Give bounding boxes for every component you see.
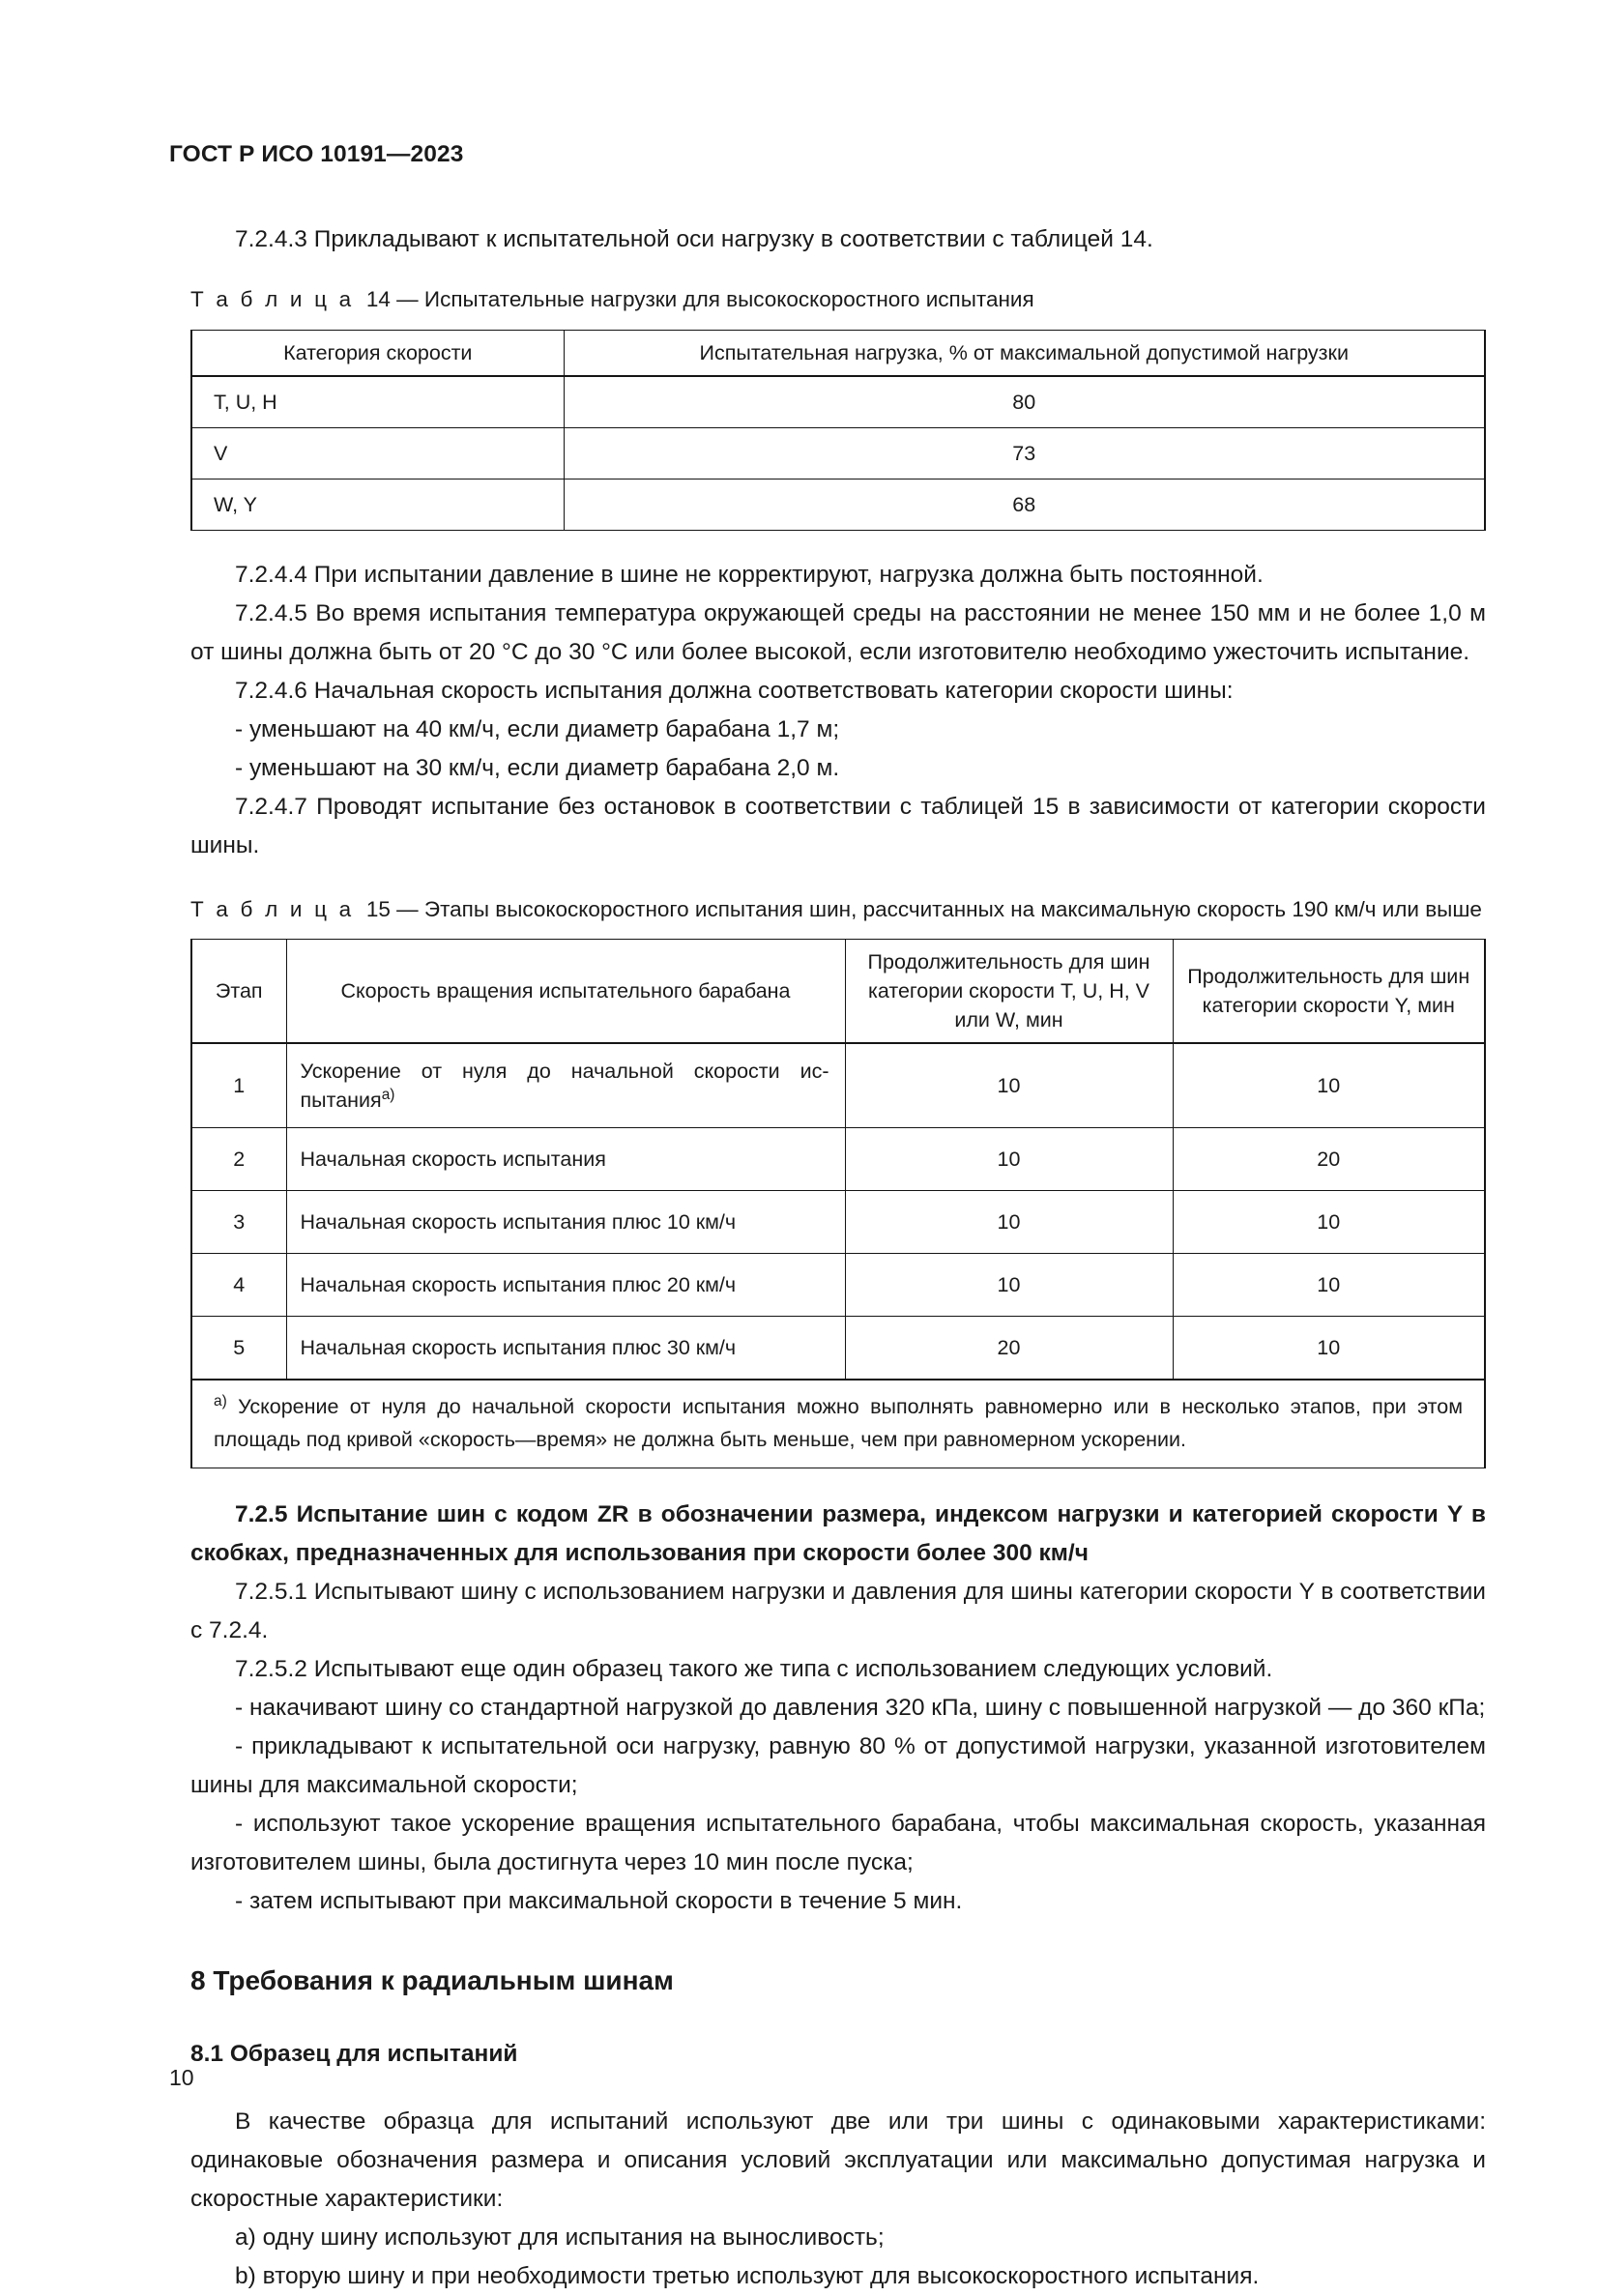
table-row xyxy=(191,1128,1485,1191)
table-15-cell-duration-y: 20 xyxy=(1173,1128,1485,1191)
table-14-header-load: Испытательная нагрузка, % от максимальной допустимой нагрузки xyxy=(564,331,1485,377)
table-14-caption-number: 14 xyxy=(365,287,391,311)
clause-7-2-5-2: 7.2.5.2 Испытывают еще один образец такого же типа с использованием следующих условий. xyxy=(235,1656,1273,1682)
table-14-header-category: Категория скорости xyxy=(191,331,564,377)
table-15-cell-step: 3 xyxy=(191,1191,286,1254)
table-15-cell-speed: Начальная скорость испытания xyxy=(286,1128,845,1191)
table-14 xyxy=(190,330,1486,531)
table-15-cell-step: 1 xyxy=(191,1043,286,1128)
table-14-caption-label: Т а б л и ц а xyxy=(190,287,355,311)
table-14-header-row xyxy=(191,331,1485,377)
table-row xyxy=(191,376,1485,428)
clause-7-2-5-2-dash-2: - прикладывают к испытательной оси нагрузку, равную 80 % от допустимой нагрузки, указанной изготовителем шины для максимальной скорости; xyxy=(190,1733,1486,1798)
table-14-caption-text: — Испытательные нагрузки для высокоскоростного испытания xyxy=(396,287,1034,311)
footnote-marker-a: a) xyxy=(381,1086,395,1103)
section-8-1-body: В качестве образца для испытаний используют две или три шины с одинаковыми характеристиками: одинаковые обозначения размера и описания условий эксплуатации или максимально допустимая нагрузка и скоростные характеристики: xyxy=(190,2108,1486,2212)
clause-7-2-5-2-dash-1: - накачивают шину со стандартной нагрузкой до давления 320 кПа, шину с повышенной нагрузкой — до 360 кПа; xyxy=(235,1695,1486,1721)
table-15-footnote-row xyxy=(191,1380,1485,1468)
clause-7-2-5-1: 7.2.5.1 Испытывают шину с использованием нагрузки и давления для шины категории скорости Y в соответствии с 7.2.4. xyxy=(190,1579,1486,1643)
table-15-cell-duration-thvw: 10 xyxy=(845,1254,1173,1317)
table-row xyxy=(191,480,1485,531)
section-8-1-item-b: b) вторую шину и при необходимости третью используют для высокоскоростного испытания. xyxy=(235,2263,1260,2289)
table-15-cell-speed xyxy=(286,1043,845,1128)
table-15-cell-speed-text: Ускорение от нуля до начальной скорости ис-пытания xyxy=(300,1060,829,1112)
table-15-cell-step: 4 xyxy=(191,1254,286,1317)
table-15-cell-step: 5 xyxy=(191,1317,286,1381)
table-15-cell-duration-y: 10 xyxy=(1173,1191,1485,1254)
footnote-marker-a: a) xyxy=(214,1392,227,1410)
table-15-caption xyxy=(190,892,1486,927)
table-14-cell-load: 73 xyxy=(564,428,1485,480)
clause-7-2-5-2-dash-3: - используют такое ускорение вращения испытательного барабана, чтобы максимальная скорость, указанная изготовителем шины, была достигнута через 10 мин после пуска; xyxy=(190,1811,1486,1875)
table-15-caption-label: Т а б л и ц а xyxy=(190,897,355,921)
table-15-cell-duration-thvw: 10 xyxy=(845,1128,1173,1191)
table-15-header-duration-y: Продолжительность для шин категории скорости Y, мин xyxy=(1173,940,1485,1044)
table-row xyxy=(191,1043,1485,1128)
table-15-footnote-text: Ускорение от нуля до начальной скорости испытания можно выполнять равномерно или в несколько этапов, при этом площадь под кривой «скорость—время» не должна быть меньше, чем при равномерном ускорении. xyxy=(214,1395,1463,1451)
table-14-caption xyxy=(190,282,1486,317)
section-8-heading: 8 Требования к радиальным шинам xyxy=(190,1965,674,1995)
table-15-cell-speed: Начальная скорость испытания плюс 20 км/ч xyxy=(286,1254,845,1317)
table-row xyxy=(191,1317,1485,1381)
page-number: 10 xyxy=(169,2065,194,2090)
table-15-cell-duration-y: 10 xyxy=(1173,1043,1485,1128)
table-15-header-duration-thvw: Продолжительность для шин категории скорости T, U, H, V или W, мин xyxy=(845,940,1173,1044)
table-15-cell-speed: Начальная скорость испытания плюс 10 км/ч xyxy=(286,1191,845,1254)
table-15-cell-speed: Начальная скорость испытания плюс 30 км/ч xyxy=(286,1317,845,1381)
clause-7-2-5-2-dash-4: - затем испытывают при максимальной скорости в течение 5 мин. xyxy=(235,1888,963,1914)
table-14-cell-category: W, Y xyxy=(191,480,564,531)
table-15 xyxy=(190,939,1486,1468)
table-15-footnote xyxy=(191,1380,1485,1468)
clause-7-2-4-6: 7.2.4.6 Начальная скорость испытания должна соответствовать категории скорости шины: xyxy=(235,678,1234,704)
table-15-header-speed: Скорость вращения испытательного барабана xyxy=(286,940,845,1044)
table-row xyxy=(191,1191,1485,1254)
table-15-cell-duration-y: 10 xyxy=(1173,1317,1485,1381)
running-header: ГОСТ Р ИСО 10191—2023 xyxy=(169,141,464,167)
clause-7-2-4-6-dash-2: - уменьшают на 30 км/ч, если диаметр барабана 2,0 м. xyxy=(235,755,840,781)
table-15-cell-duration-thvw: 20 xyxy=(845,1317,1173,1381)
clause-7-2-4-4: 7.2.4.4 При испытании давление в шине не корректируют, нагрузка должна быть постоянной. xyxy=(235,562,1264,588)
clause-7-2-4-5: 7.2.4.5 Во время испытания температура окружающей среды на расстоянии не менее 150 мм и не более 1,0 м от шины должна быть от 20 °C до 30 °C или более высокой, если изготовителю необходимо ужесточить испытание. xyxy=(190,600,1486,665)
table-15-caption-text: — Этапы высокоскоростного испытания шин, рассчитанных на максимальную скорость 190 км/ч или выше xyxy=(396,897,1482,921)
section-8-1-item-a: a) одну шину используют для испытания на выносливость; xyxy=(235,2224,885,2251)
table-15-caption-number: 15 xyxy=(365,897,391,921)
table-14-cell-category: V xyxy=(191,428,564,480)
clause-7-2-5-title: 7.2.5 Испытание шин с кодом ZR в обозначении размера, индексом нагрузки и категорией скорости Y в скобках, предназначенных для использования при скорости более 300 км/ч xyxy=(190,1501,1486,1566)
table-15-cell-duration-thvw: 10 xyxy=(845,1043,1173,1128)
table-15-header-step: Этап xyxy=(191,940,286,1044)
table-14-cell-load: 80 xyxy=(564,376,1485,428)
section-8-1-heading: 8.1 Образец для испытаний xyxy=(190,2041,518,2067)
clause-7-2-4-3: 7.2.4.3 Прикладывают к испытательной оси нагрузку в соответствии с таблицей 14. xyxy=(235,226,1153,252)
table-14-cell-load: 68 xyxy=(564,480,1485,531)
table-15-header-row xyxy=(191,940,1485,1044)
table-row xyxy=(191,428,1485,480)
table-14-cell-category: T, U, H xyxy=(191,376,564,428)
table-15-cell-step: 2 xyxy=(191,1128,286,1191)
table-15-cell-duration-y: 10 xyxy=(1173,1254,1485,1317)
clause-7-2-4-7: 7.2.4.7 Проводят испытание без остановок в соответствии с таблицей 15 в зависимости от категории скорости шины. xyxy=(190,794,1486,858)
page-content xyxy=(190,220,1486,2296)
table-15-cell-duration-thvw: 10 xyxy=(845,1191,1173,1254)
clause-7-2-4-6-dash-1: - уменьшают на 40 км/ч, если диаметр барабана 1,7 м; xyxy=(235,716,840,742)
table-row xyxy=(191,1254,1485,1317)
